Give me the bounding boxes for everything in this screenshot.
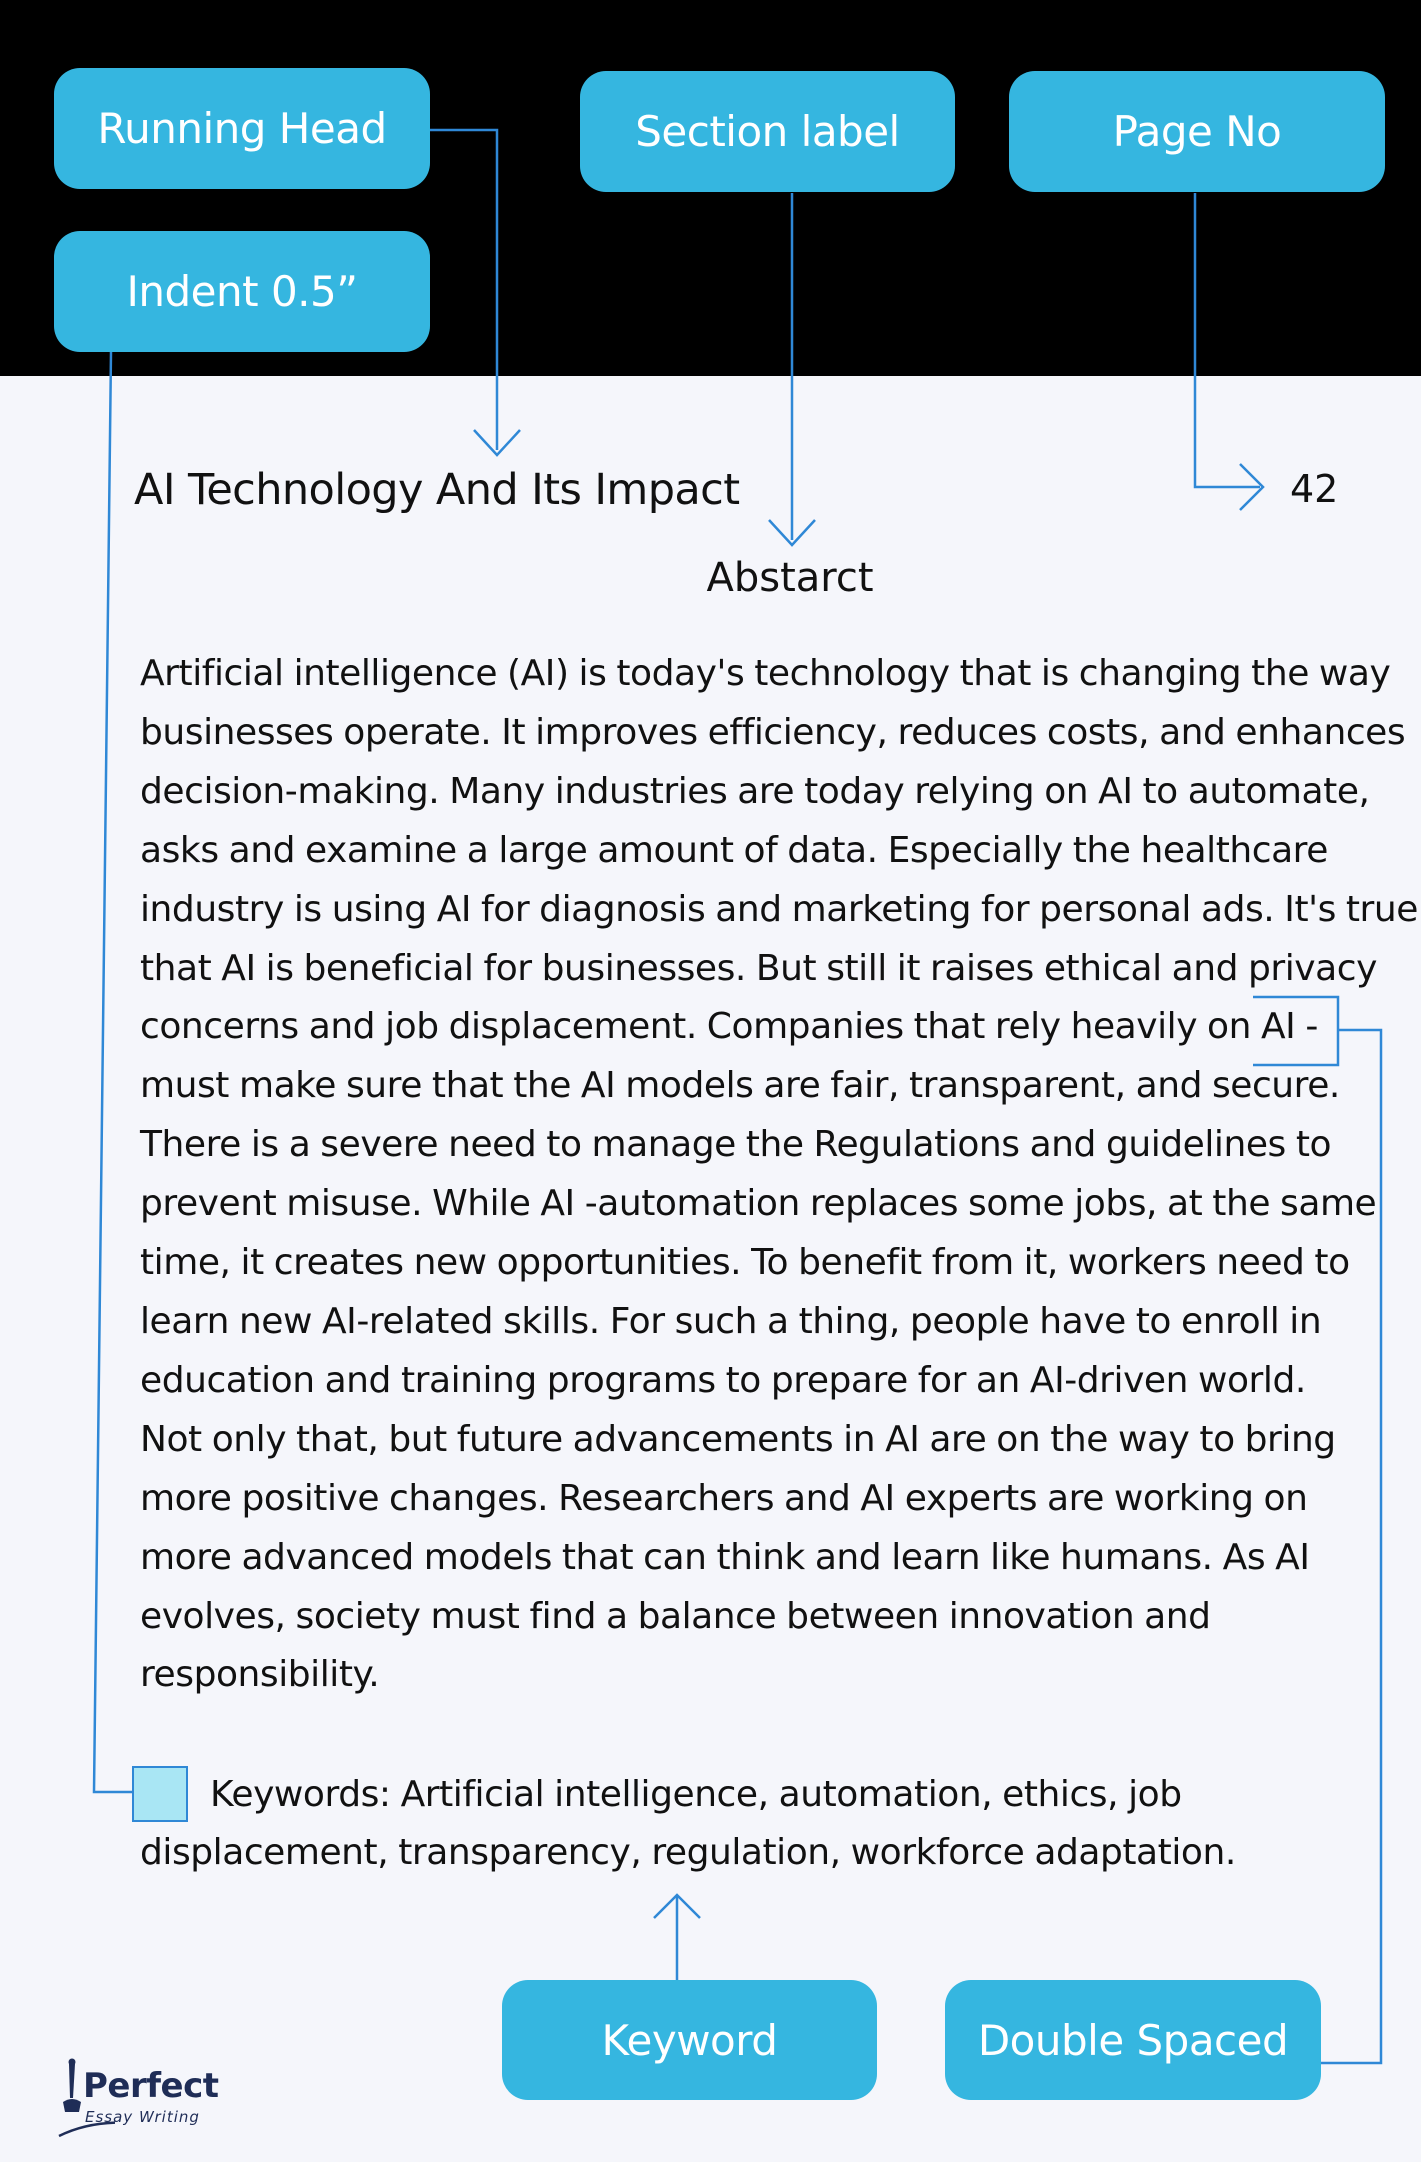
- abstract-line: responsibility.: [140, 1654, 380, 1696]
- double-spaced-label: Double Spaced: [945, 1980, 1321, 2100]
- keyword-label: Keyword: [502, 1980, 877, 2100]
- abstract-line: businesses operate. It improves efficiency, reduces costs, and enhances: [140, 711, 1406, 753]
- keywords-paragraph: [140, 1766, 1370, 1882]
- abstract-line: evolves, society must find a balance between innovation and: [140, 1595, 1211, 1637]
- abstract-line: must make sure that the AI models are fair, transparent, and secure.: [140, 1065, 1340, 1107]
- brand-name: Perfect: [83, 2066, 219, 2106]
- abstract-line: Not only that, but future advancements in AI are on the way to bring: [140, 1418, 1336, 1460]
- abstract-line: decision-making. Many industries are today relying on AI to automate,: [140, 770, 1370, 812]
- page-number: 42: [1290, 467, 1339, 511]
- keyword-arrowhead: [654, 1895, 700, 1918]
- section-title: Abstarct: [706, 555, 874, 601]
- abstract-line: learn new AI-related skills. For such a thing, people have to enroll in: [140, 1300, 1322, 1342]
- section-label-arrowhead: [769, 520, 815, 545]
- keywords-line: displacement, transparency, regulation, workforce adaptation.: [140, 1832, 1236, 1873]
- page-no-arrowhead: [1240, 464, 1263, 510]
- running-head-label: Running Head: [54, 68, 430, 189]
- abstract-paragraph: [140, 645, 1418, 1705]
- abstract-line: industry is using AI for diagnosis and marketing for personal ads. It's true: [140, 888, 1418, 930]
- running-head-arrowhead: [474, 430, 520, 455]
- abstract-line: Artificial intelligence (AI) is today's technology that is changing the way: [140, 653, 1391, 694]
- section-label-label: Section label: [580, 71, 955, 192]
- running-head-text: AI Technology And Its Impact: [134, 465, 740, 515]
- abstract-line: time, it creates new opportunities. To benefit from it, workers need to: [140, 1242, 1350, 1284]
- page-no-label: Page No: [1009, 71, 1385, 192]
- abstract-line: more advanced models that can think and learn like humans. As AI: [140, 1536, 1310, 1578]
- keywords-line: Keywords: Artificial intelligence, automation, ethics, job: [210, 1774, 1182, 1815]
- abstract-line: education and training programs to prepare for an AI-driven world.: [140, 1359, 1306, 1401]
- indent-label: Indent 0.5”: [54, 231, 430, 352]
- brand-logo: [55, 2058, 235, 2144]
- abstract-line: more positive changes. Researchers and AI experts are working on: [140, 1477, 1308, 1519]
- abstract-line: concerns and job displacement. Companies that rely heavily on AI -: [140, 1006, 1318, 1048]
- abstract-line: prevent misuse. While AI -automation replaces some jobs, at the same: [140, 1183, 1377, 1225]
- abstract-line: asks and examine a large amount of data. Especially the healthcare: [140, 829, 1328, 871]
- abstract-line: There is a severe need to manage the Regulations and guidelines to: [140, 1124, 1332, 1166]
- abstract-line: that AI is beneficial for businesses. But still it raises ethical and privacy: [140, 947, 1377, 989]
- brand-tagline: Essay Writing: [85, 2108, 200, 2126]
